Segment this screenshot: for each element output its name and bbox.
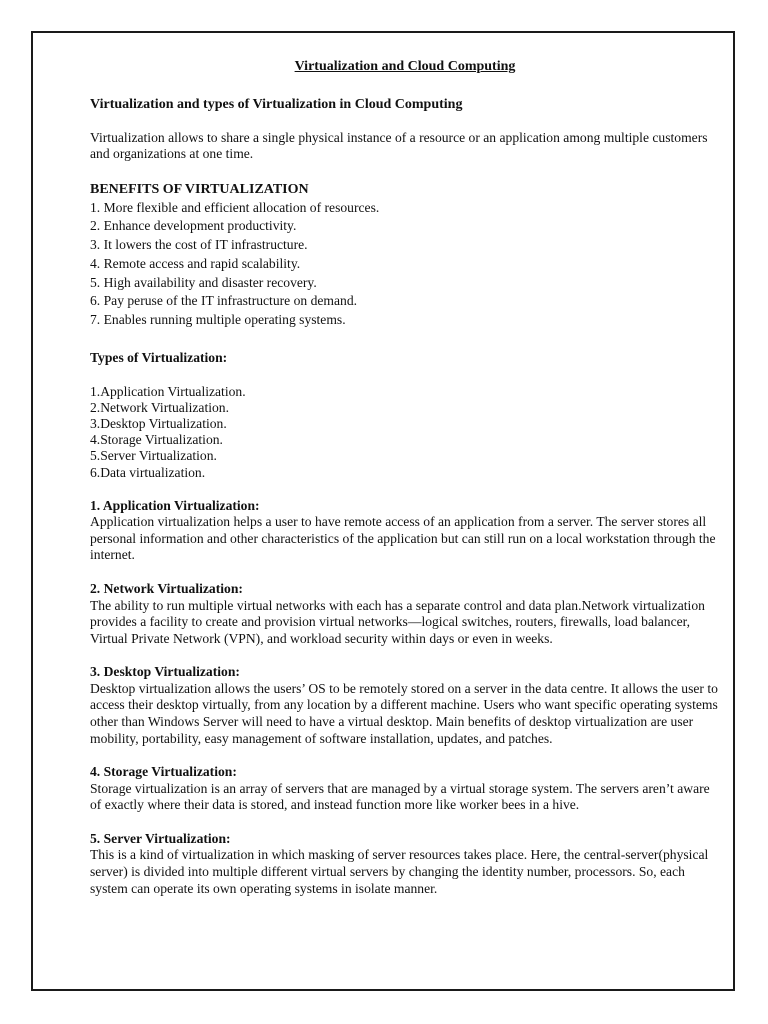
- document-subtitle: Virtualization and types of Virtualization in Cloud Computing: [90, 97, 463, 112]
- type-item: 4.Storage Virtualization.: [90, 432, 223, 448]
- section-storage-virtualization: [90, 764, 720, 814]
- section-heading: 3. Desktop Virtualization:: [90, 664, 240, 680]
- section-body: Application virtualization helps a user to have remote access of an application from a server. The server stores all personal information and other characteristics of the application but can still run on a local workstation through the internet.: [90, 514, 716, 563]
- section-heading: 5. Server Virtualization:: [90, 830, 231, 846]
- section-body: The ability to run multiple virtual networks with each has a separate control and data plan.Network virtualization provides a facility to create and provision virtual networks—logical switches, routers, firewalls, load balancer, Virtual Private Network (VPN), and workload security within days or even in weeks.: [90, 597, 705, 646]
- type-item: 5.Server Virtualization.: [90, 448, 217, 464]
- benefit-item: 1. More flexible and efficient allocation of resources.: [90, 199, 380, 215]
- benefits-heading: BENEFITS OF VIRTUALIZATION: [90, 181, 309, 197]
- benefit-item: 2. Enhance development productivity.: [90, 218, 297, 234]
- section-desktop-virtualization: [90, 664, 720, 747]
- type-item: 3.Desktop Virtualization.: [90, 415, 227, 431]
- benefit-item: 7. Enables running multiple operating systems.: [90, 312, 346, 328]
- type-item: 6.Data virtualization.: [90, 464, 206, 480]
- section-heading: 4. Storage Virtualization:: [90, 764, 237, 780]
- document-body: [90, 58, 720, 914]
- section-body: Desktop virtualization allows the users’ OS to be remotely stored on a server in the data centre. It allows the user to access their desktop virtually, from any location by a different machine. Users who want specific operating systems other than Windows Server will need to have a virtual desktop. Main benefits of desktop virtualization are user mobility, portability, easy management of software installation, updates, and patches.: [90, 680, 718, 746]
- section-network-virtualization: [90, 581, 720, 647]
- section-body: This is a kind of virtualization in which masking of server resources takes place. Here, the central-server(physical server) is divided into multiple different virtual servers by changing the identity number, processors. So, each system can operate its own operating systems in isolate manner.: [90, 847, 709, 896]
- type-item: 1.Application Virtualization.: [90, 383, 246, 399]
- section-heading: 2. Network Virtualization:: [90, 581, 243, 597]
- benefits-list: [90, 199, 720, 331]
- types-heading: Types of Virtualization:: [90, 350, 228, 366]
- document-title: Virtualization and Cloud Computing: [294, 59, 516, 74]
- section-heading: 1. Application Virtualization:: [90, 497, 260, 513]
- types-list: [90, 384, 720, 481]
- section-server-virtualization: [90, 831, 720, 897]
- benefit-item: 3. It lowers the cost of IT infrastructure.: [90, 237, 308, 253]
- intro-paragraph: Virtualization allows to share a single physical instance of a resource or an application among multiple customers and organizations at one time.: [90, 129, 708, 161]
- benefit-item: 4. Remote access and rapid scalability.: [90, 255, 301, 271]
- benefit-item: 5. High availability and disaster recovery.: [90, 274, 317, 290]
- section-body: Storage virtualization is an array of servers that are managed by a virtual storage system. The servers aren’t aware of exactly where their data is stored, and instead function more like worker bees in a hive.: [90, 780, 710, 813]
- type-item: 2.Network Virtualization.: [90, 399, 229, 415]
- benefit-item: 6. Pay peruse of the IT infrastructure on demand.: [90, 293, 358, 309]
- section-application-virtualization: [90, 498, 720, 564]
